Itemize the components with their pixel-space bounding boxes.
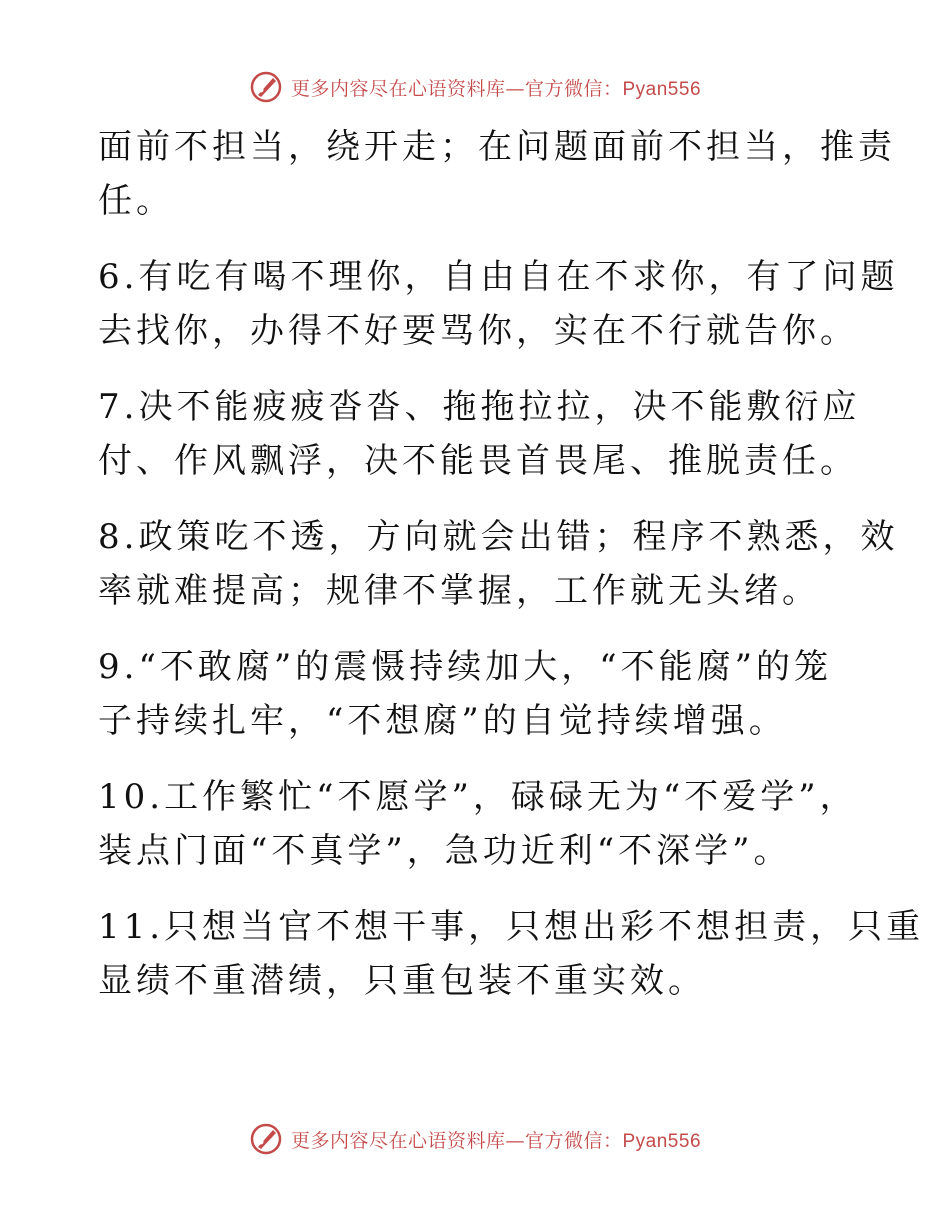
document-body: [98, 120, 925, 1030]
paragraph-item-11: [98, 900, 925, 1008]
text-line: 6.有吃有喝不理你，自由自在不求你，有了问题: [98, 257, 899, 297]
text-line: 装点门面“不真学”，急功近利“不深学”。: [98, 831, 792, 871]
text-line: 去找你，办得不好要骂你，实在不行就告你。: [98, 311, 858, 351]
text-line: 面前不担当，绕开走；在问题面前不担当，推责: [98, 127, 896, 167]
text-line: 率就难提高；规律不掌握，工作就无头绪。: [98, 571, 820, 611]
quill-pen-logo-icon: [249, 70, 283, 104]
text-line: 任。: [98, 181, 174, 221]
paragraph-item-6: [98, 250, 899, 358]
paragraph-item-9: [98, 640, 858, 748]
paragraph-continuation: [98, 120, 896, 228]
text-line: 付、作风飘浮，决不能畏首畏尾、推脱责任。: [98, 441, 858, 481]
watermark-text: 更多内容尽在心语资料库—官方微信：Pyan556: [290, 77, 702, 100]
text-line: 7.决不能疲疲沓沓、拖拖拉拉，决不能敷衍应: [98, 387, 861, 427]
footer-watermark: [0, 1122, 950, 1156]
text-line: 子持续扎牢，“不想腐”的自觉持续增强。: [98, 701, 787, 741]
text-line: 显绩不重潜绩，只重包装不重实效。: [98, 961, 706, 1001]
wechat-id: Pyan556: [622, 78, 702, 100]
header-watermark: [0, 70, 950, 104]
wechat-id: Pyan556: [622, 1130, 702, 1152]
paragraph-item-7: [98, 380, 861, 488]
paragraph-item-8: [98, 510, 899, 618]
watermark-text: 更多内容尽在心语资料库—官方微信：Pyan556: [290, 1129, 702, 1152]
quill-pen-logo-icon: [249, 1122, 283, 1156]
text-line: 10.工作繁忙“不愿学”，碌碌无为“不爱学”，: [98, 777, 858, 817]
paragraph-item-10: [98, 770, 858, 878]
text-line: 8.政策吃不透，方向就会出错；程序不熟悉，效: [98, 517, 899, 557]
text-line: 9.“不敢腐”的震慑持续加大，“不能腐”的笼: [98, 647, 832, 687]
text-line: 11.只想当官不想干事，只想出彩不想担责，只重: [98, 907, 925, 947]
